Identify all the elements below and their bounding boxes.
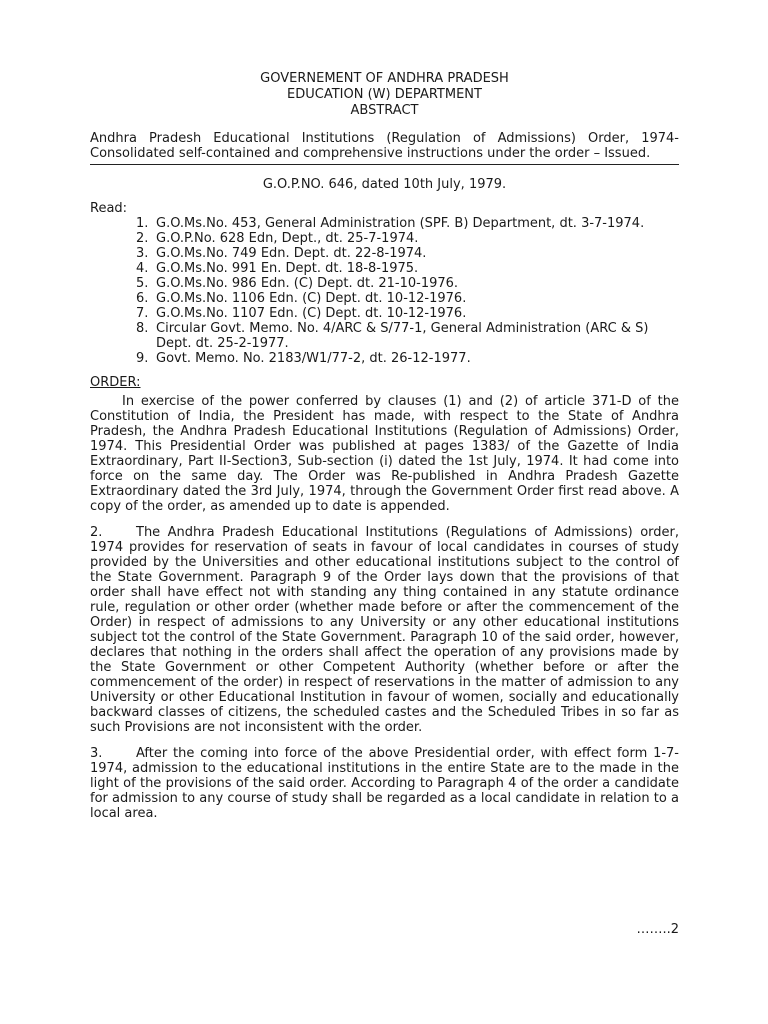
- reference-number: 3.: [136, 246, 149, 261]
- reference-item: [136, 231, 679, 246]
- header-department: EDUCATION (W) DEPARTMENT: [287, 87, 482, 102]
- reference-text: G.O.Ms.No. 749 Edn. Dept. dt. 22-8-1974.: [156, 246, 427, 261]
- paragraph-1: In exercise of the power conferred by clauses (1) and (2) of article 371-D of the Constitution of India, the President has made, with respect to the State of Andhra Pradesh, the Andhra Pradesh Educational Institutions (Regulation of Admissions) Order, 1974. This Presidential Order was published at pages 1383/ of the Gazette of India Extraordinary, Part II-Section3, Sub-section (i) dated the 1st July, 1974. It had come into force on the same day. The Order was Re-published in Andhra Pradesh Gazette Extraordinary dated the 3rd July, 1974, through the Government Order first read above. A copy of the order, as amended up to date is appended.: [90, 394, 679, 514]
- reference-text: G.O.Ms.No. 1106 Edn. (C) Dept. dt. 10-12-1976.: [156, 291, 467, 306]
- reference-item: [136, 276, 679, 291]
- subject-divider: [90, 164, 679, 165]
- reference-item: [136, 216, 679, 231]
- read-label: Read:: [90, 201, 128, 216]
- subject-text: Andhra Pradesh Educational Institutions (Regulation of Admissions) Order, 1974-Consolidated self-contained and comprehensive instructions under the order – Issued.: [90, 131, 679, 161]
- order-heading: ORDER:: [90, 375, 141, 390]
- paragraph-3: [90, 746, 679, 821]
- header-government: GOVERNEMENT OF ANDHRA PRADESH: [260, 71, 509, 86]
- document-header: [90, 71, 679, 119]
- reference-number: 4.: [136, 261, 149, 276]
- reference-number: 5.: [136, 276, 149, 291]
- reference-item: [136, 306, 679, 321]
- reference-number: 6.: [136, 291, 149, 306]
- reference-text: G.O.P.No. 628 Edn, Dept., dt. 25-7-1974.: [156, 231, 419, 246]
- paragraph-number: 3.: [90, 746, 103, 761]
- reference-item: [136, 321, 679, 351]
- paragraph-2: [90, 525, 679, 735]
- reference-text: Govt. Memo. No. 2183/W1/77-2, dt. 26-12-1977.: [156, 351, 471, 366]
- gop-number: G.O.P.NO. 646, dated 10th July, 1979.: [262, 177, 507, 192]
- reference-number: 1.: [136, 216, 149, 231]
- reference-number: 7.: [136, 306, 149, 321]
- reference-list: [90, 216, 679, 366]
- paragraph-text: The Andhra Pradesh Educational Institutions (Regulations of Admissions) order, 1974 provides for reservation of seats in favour of local candidates in courses of study provided by the Universities and other educational institutions subject to the control of the State Government. Paragraph 9 of the Order lays down that the provisions of that order shall have effect not with standing any thing contained in any statute ordinance rule, regulation or other order (whether made before or after the commencement of the Order) in respect of admissions to any University or any other educational institutions subject tot the control of the State Government. Paragraph 10 of the said order, however, declares that nothing in the orders shall affect the operation of any provisions made by the State Government or other Competent Authority (whether before or after the commencement of the order) in respect of reservations in the matter of admission to any University or other Educational Institution in favour of women, socially and educationally backward classes of citizens, the scheduled castes and the Scheduled Tribes in so far as such Provisions are not inconsistent with the order.: [90, 525, 679, 735]
- reference-item: [136, 261, 679, 276]
- paragraph-number: 2.: [90, 525, 103, 540]
- paragraph-text: After the coming into force of the above Presidential order, with effect form 1-7-1974, admission to the educational institutions in the entire State are to the made in the light of the provisions of the said order. According to Paragraph 4 of the order a candidate for admission to any course of study shall be regarded as a local candidate in relation to a local area.: [90, 746, 679, 821]
- reference-text: G.O.Ms.No. 453, General Administration (SPF. B) Department, dt. 3-7-1974.: [156, 216, 645, 231]
- reference-text: G.O.Ms.No. 1107 Edn. (C) Dept. dt. 10-12-1976.: [156, 306, 467, 321]
- reference-text: G.O.Ms.No. 991 En. Dept. dt. 18-8-1975.: [156, 261, 419, 276]
- header-abstract: ABSTRACT: [350, 103, 419, 118]
- reference-text: Circular Govt. Memo. No. 4/ARC & S/77-1, General Administration (ARC & S) Dept. dt. 25-2-1977.: [156, 321, 649, 351]
- reference-item: [136, 351, 679, 366]
- reference-text: G.O.Ms.No. 986 Edn. (C) Dept. dt. 21-10-1976.: [156, 276, 459, 291]
- reference-number: 9.: [136, 351, 149, 366]
- reference-item: [136, 291, 679, 306]
- page-continuation-marker: ……..2: [636, 922, 679, 937]
- reference-number: 8.: [136, 321, 149, 336]
- reference-item: [136, 246, 679, 261]
- reference-number: 2.: [136, 231, 149, 246]
